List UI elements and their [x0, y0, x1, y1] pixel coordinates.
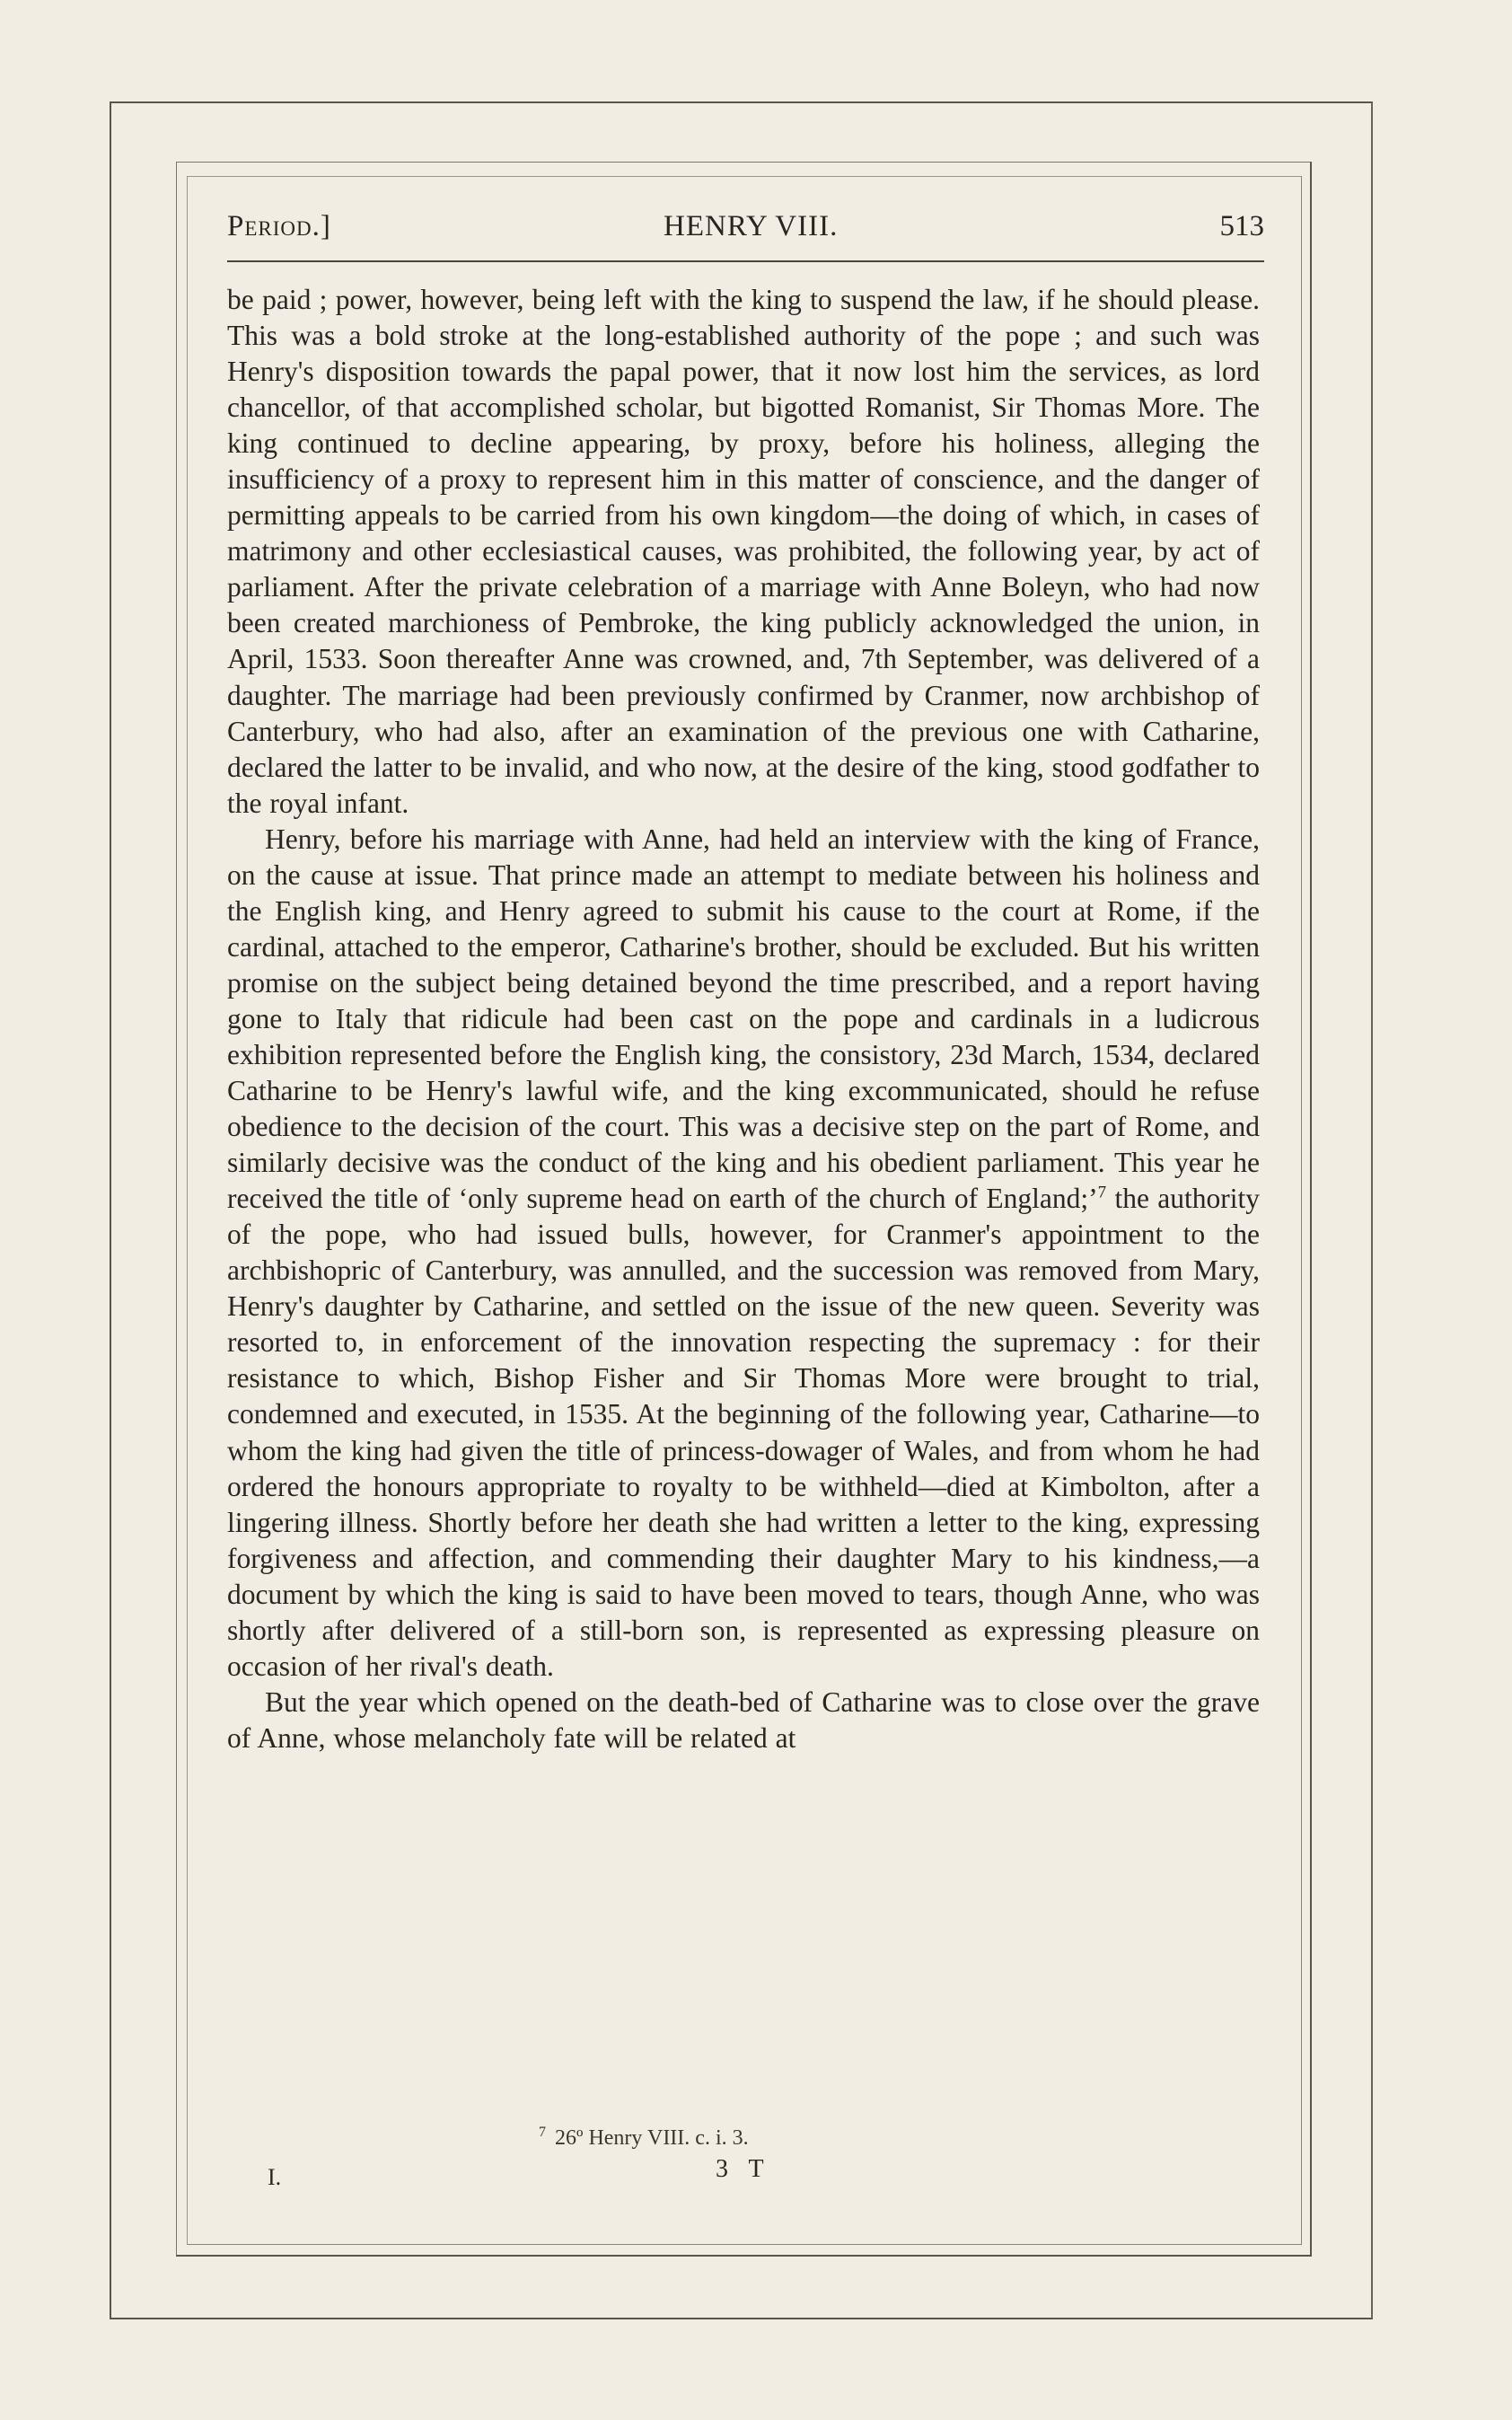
body-text [227, 282, 1260, 1756]
page-number: 513 [1219, 210, 1264, 242]
paragraph: But the year which opened on the death-bed of Catharine was to close over the grave of Anne, whose melancholy fate will be related at [227, 1685, 1260, 1754]
footnote-reference: 7 [1097, 1183, 1107, 1202]
volume-signature: I. [268, 2164, 282, 2190]
header-title: HENRY VIII. [664, 210, 839, 242]
signature-mark: 3 T [716, 2155, 771, 2183]
paragraph-text: the authority of the pope, who had issued bulls, however, for Cranmer's appointment to the archbishopric of Canterbury, was annulled, and the succession was removed from Mary, Henry's daughter by Catharine, and settled on the issue of the new queen. Severity was resorted to, in enforcement of the innovation respecting the supremacy : for their resistance to which, Bishop Fisher and Sir Thomas More were brought to trial, condemned and executed, in 1535. At the beginning of the following year, Catharine—to whom the king had given the title of princess-dowager of Wales, and from whom he had ordered the honours appropriate to royalty to be withheld—died at Kimbolton, after a lingering illness. Shortly before her death she had written a letter to the king, expressing forgiveness and affection, and commending their daughter Mary to his kindness,—a document by which the king is said to have been moved to tears, though Anne, who was shortly after delivered of a still-born son, is represented as expressing pleasure on occasion of her rival's death. [227, 1183, 1260, 1682]
footnote [539, 2125, 988, 2151]
footnote-marker: 7 [539, 2125, 546, 2140]
running-header [227, 210, 1264, 253]
paragraph-text: Henry, before his marriage with Anne, had held an interview with the king of France, on the cause at issue. That prince made an attempt to mediate between his holiness and the English king, and Henry agreed to submit his cause to the court at Rome, if the cardinal, attached to the emperor, Catharine's brother, should be excluded. But his written promise on the subject being detained beyond the time prescribed, and a report having gone to Italy that ridicule had been cast on the pope and cardinals in a ludicrous exhibition represented before the English king, the consistory, 23d March, 1534, declared Catharine to be Henry's lawful wife, and the king excommunicated, should he refuse obedience to the decision of the court. This was a decisive step on the part of Rome, and similarly decisive was the conduct of the king and his obedient parliament. This year he received the title of ‘only supreme head on earth of the church of England;’ [227, 823, 1260, 1215]
header-rule [227, 260, 1264, 262]
paragraph: be paid ; power, however, being left with the king to suspend the law, if he should please. This was a bold stroke at the long-established authority of the pope ; and such was Henry's disposition towards the papal power, that it now lost him the services, as lord chancellor, of that accomplished scholar, but bigotted Romanist, Sir Thomas More. The king continued to decline appearing, by proxy, before his holiness, alleging the insufficiency of a proxy to represent him in this matter of conscience, and the danger of permitting appeals to be carried from his own kingdom—the doing of which, in cases of matrimony and other ecclesiastical causes, was prohibited, the following year, by act of parliament. After the private celebration of a marriage with Anne Boleyn, who had now been created marchioness of Pembroke, the king publicly acknowledged the union, in April, 1533. Soon thereafter Anne was crowned, and, 7th September, was delivered of a daughter. The marriage had been previously confirmed by Cranmer, now archbishop of Canterbury, who had also, after an examination of the previous one with Catharine, declared the latter to be invalid, and who now, at the desire of the king, stood godfather to the royal infant. [227, 284, 1260, 819]
footnote-text: 26º Henry VIII. c. i. 3. [555, 2126, 749, 2150]
paragraph [227, 822, 1260, 1685]
header-period: Period.] [227, 210, 331, 242]
